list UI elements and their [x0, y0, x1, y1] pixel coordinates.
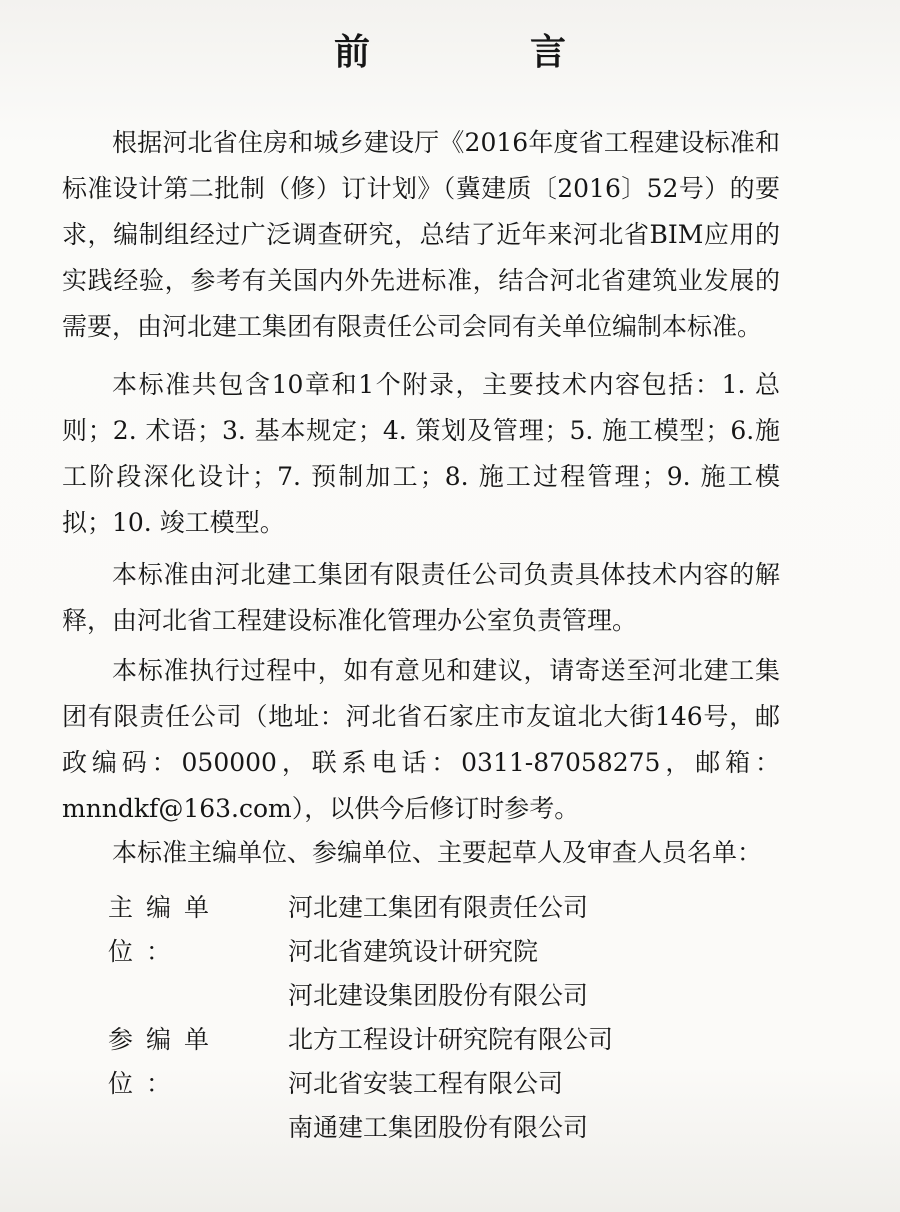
paragraph-basis: 根据河北省住房和城乡建设厅《2016年度省工程建设标准和标准设计第二批制（修）订计划》（冀建质〔2016〕52号）的要求，编制组经过广泛调查研究，总结了近年来河北省BIM应用的实践经验，参考有关国内外先进标准，结合河北省建筑业发展的需要，由河北建工集团有限责任公司会同有关单位编制本标准。 — [62, 128, 780, 341]
chief-unit-name: 河北省建筑设计研究院 — [288, 937, 539, 966]
chief-unit-name: 河北建工集团有限责任公司 — [288, 893, 589, 922]
chief-units-label: 主编单位： — [108, 893, 223, 966]
participating-unit-row — [0, 1106, 900, 1150]
participating-units-label: 参编单位： — [108, 1025, 223, 1098]
chief-unit-name: 河北建设集团股份有限公司 — [288, 981, 589, 1010]
chief-unit-row — [0, 974, 900, 1018]
paragraph-units-intro: 本标准主编单位、参编单位、主要起草人及审查人员名单： — [112, 838, 763, 867]
participating-unit-name: 河北省安装工程有限公司 — [288, 1069, 564, 1098]
chief-unit-row — [0, 930, 900, 974]
paragraph-feedback: 本标准执行过程中，如有意见和建议，请寄送至河北建工集团有限责任公司（地址：河北省石家庄市友谊北大街146号，邮政编码：050000，联系电话：0311-87058275，邮箱：mnndkf@163.com），以供今后修订时参考。 — [62, 656, 780, 823]
page-title: 前 言 — [333, 31, 628, 73]
participating-unit-name: 北方工程设计研究院有限公司 — [288, 1025, 614, 1054]
participating-unit-name: 南通建工集团股份有限公司 — [288, 1113, 589, 1142]
paragraph-contents: 本标准共包含10章和1个附录，主要技术内容包括：1. 总则；2. 术语；3. 基本规定；4. 策划及管理；5. 施工模型；6.施工阶段深化设计；7. 预制加工；8. 施工过程管理；9. 施工模拟；10. 竣工模型。 — [62, 370, 780, 537]
participating-unit-row — [0, 1062, 900, 1106]
paragraph-interpretation: 本标准由河北建工集团有限责任公司负责具体技术内容的解释，由河北省工程建设标准化管理办公室负责管理。 — [62, 560, 780, 635]
